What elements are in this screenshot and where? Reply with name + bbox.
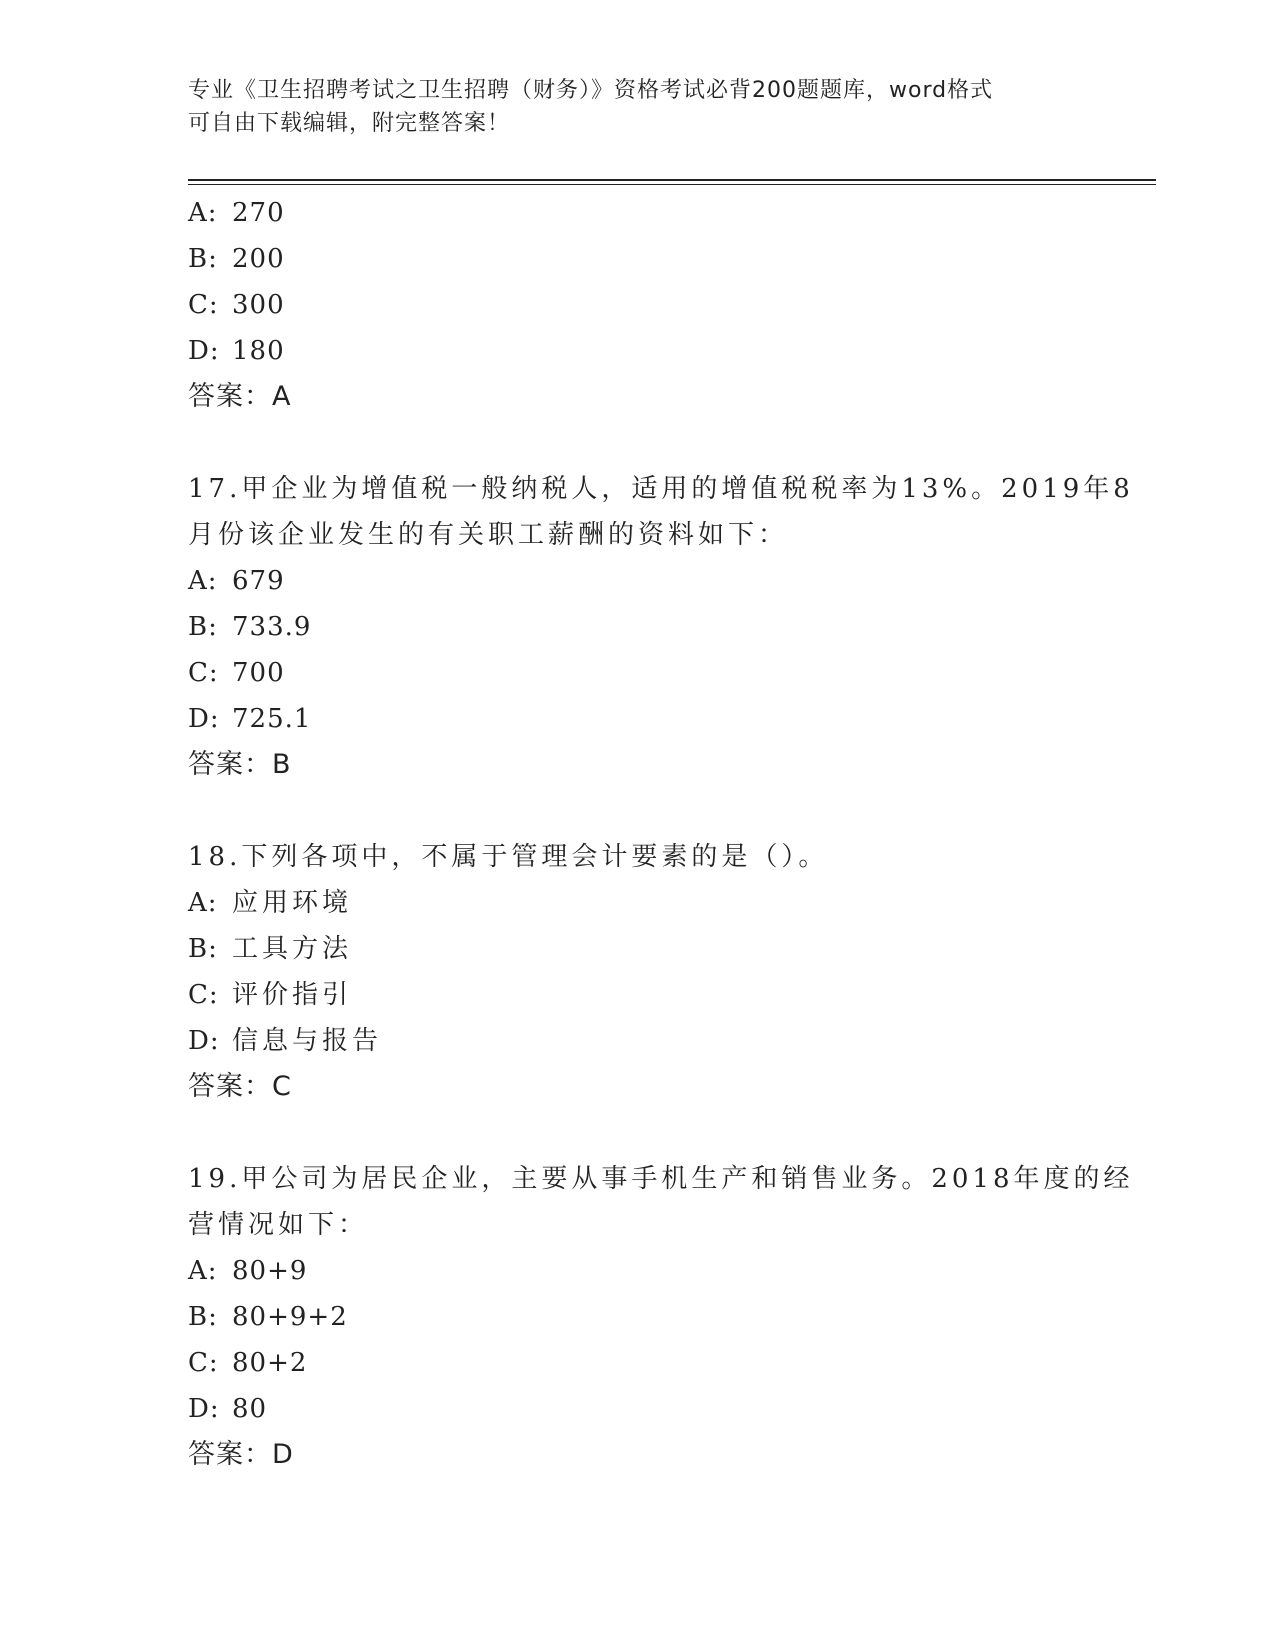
question-text-line: 17.甲企业为增值税一般纳税人，适用的增值税税率为13%。2019年8: [188, 474, 1134, 504]
answer-line: 答案：B: [188, 749, 292, 780]
answer-line: 答案：D: [188, 1439, 294, 1470]
option-c: C: 评价指引: [188, 980, 353, 1010]
question-text-line: 19.甲公司为居民企业，主要从事手机生产和销售业务。2018年度的经: [188, 1164, 1134, 1194]
answer-line: 答案：C: [188, 1071, 292, 1102]
option-b: B: 200: [188, 244, 285, 274]
header-line-2: 可自由下载编辑，附完整答案！: [188, 111, 511, 136]
option-a: A: 应用环境: [188, 888, 353, 918]
question-17-block: [188, 466, 1134, 788]
option-d: D: 180: [188, 336, 285, 366]
option-d: D: 信息与报告: [188, 1026, 383, 1056]
spacer: [188, 1110, 1088, 1156]
question-text-line: 营情况如下：: [188, 1210, 369, 1240]
option-c: C: 300: [188, 290, 285, 320]
document-header: [188, 74, 1088, 140]
question-text-line: 18.下列各项中，不属于管理会计要素的是（）。: [188, 842, 829, 872]
header-divider: [188, 179, 1156, 185]
option-d: D: 80: [188, 1394, 268, 1424]
question-text-line: 月份该企业发生的有关职工薪酬的资料如下：: [188, 520, 789, 550]
option-b: B: 80+9+2: [188, 1302, 348, 1332]
option-d: D: 725.1: [188, 704, 312, 734]
spacer: [188, 788, 1088, 834]
option-b: B: 工具方法: [188, 934, 353, 964]
spacer: [188, 420, 1088, 466]
option-b: B: 733.9: [188, 612, 312, 642]
question-18-block: [188, 834, 1088, 1110]
question-16-block: [188, 190, 1088, 420]
question-19-block: [188, 1156, 1134, 1478]
answer-line: 答案：A: [188, 381, 292, 412]
header-line-1: 专业《卫生招聘考试之卫生招聘（财务）》资格考试必背200题题库，word格式: [188, 78, 994, 103]
option-c: C: 80+2: [188, 1348, 308, 1378]
option-c: C: 700: [188, 658, 285, 688]
option-a: A: 80+9: [188, 1256, 308, 1286]
option-a: A: 270: [188, 198, 285, 228]
question-list: [188, 190, 1134, 1478]
option-a: A: 679: [188, 566, 285, 596]
